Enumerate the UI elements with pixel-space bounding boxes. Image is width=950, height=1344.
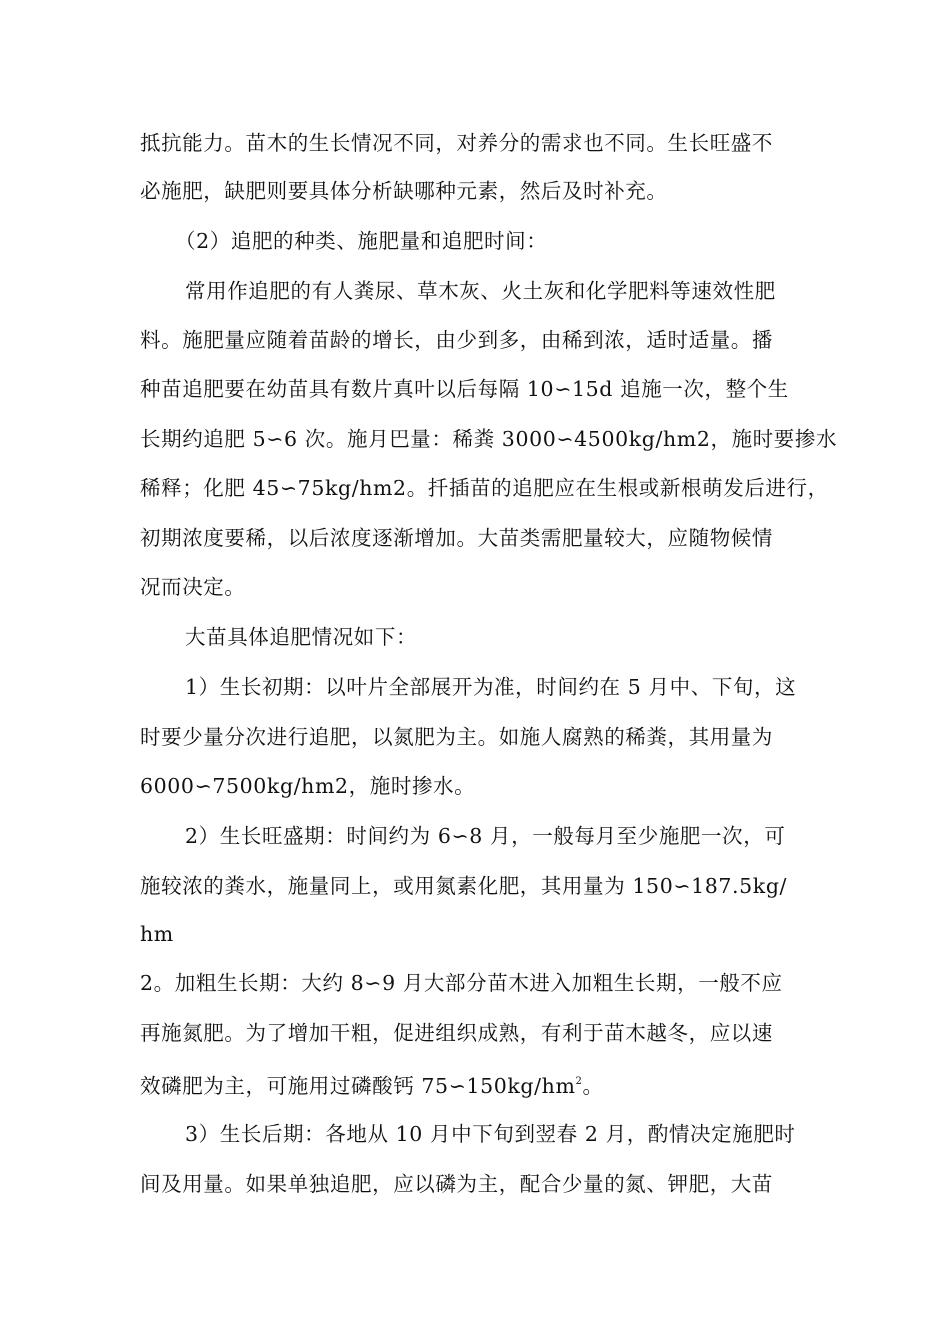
text-line: hm xyxy=(140,922,174,946)
text-line: 种苗追肥要在幼苗具有数片真叶以后每隔 10∽15d 追施一次，整个生 xyxy=(140,377,789,401)
text-line: 抵抗能力。苗木的生长情况不同，对养分的需求也不同。生长旺盛不 xyxy=(140,131,773,155)
text-line: 初期浓度要稀，以后浓度逐渐增加。大苗类需肥量较大，应随物候情 xyxy=(140,526,773,550)
text-line: 1）生长初期：以叶片全部展开为准，时间约在 5 月中、下旬，这 xyxy=(185,675,797,699)
text-line: 2。加粗生长期：大约 8∽9 月大部分苗木进入加粗生长期，一般不应 xyxy=(140,971,783,995)
text-line: 施较浓的粪水，施量同上，或用氮素化肥，其用量为 150∽187.5kg/ xyxy=(140,874,788,898)
text-line xyxy=(140,1070,830,1098)
text-segment: 。 xyxy=(582,1074,604,1098)
text-line: 长期约追肥 5∽6 次。施月巴量：稀粪 3000∽4500kg/hm2，施时要掺水 xyxy=(140,427,838,451)
text-line: 稀释；化肥 45∽75kg/hm2。扦插苗的追肥应在生根或新根萌发后进行， xyxy=(140,476,829,500)
text-line: 2）生长旺盛期：时间约为 6∽8 月，一般每月至少施肥一次，可 xyxy=(185,824,786,848)
text-line: 大苗具体追肥情况如下： xyxy=(185,625,418,649)
text-line: 再施氮肥。为了增加干粗，促进组织成熟，有利于苗木越冬，应以速 xyxy=(140,1021,773,1045)
text-line: 3）生长后期：各地从 10 月中下旬到翌春 2 月，酌情决定施肥时 xyxy=(185,1122,796,1146)
text-line: 常用作追肥的有人粪尿、草木灰、火土灰和化学肥料等速效性肥 xyxy=(185,279,776,303)
text-line: 间及用量。如果单独追肥，应以磷为主，配合少量的氮、钾肥，大苗 xyxy=(140,1172,773,1196)
text-line: 况而决定。 xyxy=(140,575,246,599)
text-line: 料。施肥量应随着苗龄的增长，由少到多，由稀到浓，适时适量。播 xyxy=(140,328,773,352)
text-line: 6000∽7500kg/hm2，施时掺水。 xyxy=(140,774,476,798)
text-segment: 效磷肥为主，可施用过磷酸钙 75∽150kg/hm xyxy=(140,1074,576,1098)
superscript: 2 xyxy=(575,1076,583,1087)
section-heading: （2）追肥的种类、施肥量和追肥时间： xyxy=(175,229,548,253)
text-line: 时要少量分次进行追肥，以氮肥为主。如施人腐熟的稀粪，其用量为 xyxy=(140,725,773,749)
text-line: 必施肥，缺肥则要具体分析缺哪种元素，然后及时补充。 xyxy=(140,179,668,203)
